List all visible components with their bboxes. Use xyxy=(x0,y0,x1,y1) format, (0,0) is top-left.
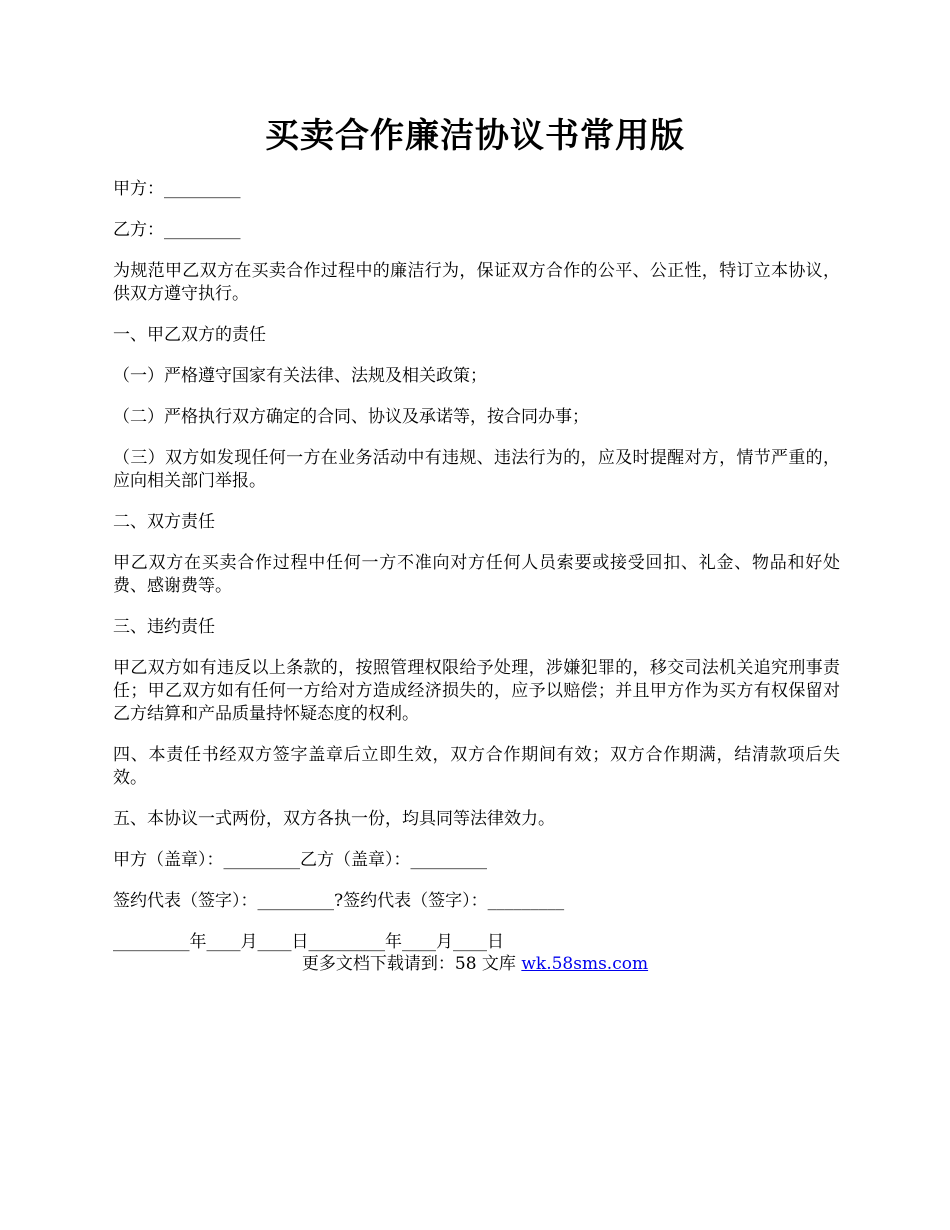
section-heading-1: 一、甲乙双方的责任 xyxy=(113,325,266,345)
clause-4: 四、本责任书经双方签字盖章后立即生效，双方合作期间有效；双方合作期满，结清款项后失效。 xyxy=(113,745,840,788)
footer-prefix: 更多文档下载请到：58 文库 xyxy=(301,954,522,974)
document-body xyxy=(113,178,840,972)
document-title: 买卖合作廉洁协议书常用版 xyxy=(265,116,685,156)
section-heading-3: 三、违约责任 xyxy=(113,617,215,637)
section-heading-2: 二、双方责任 xyxy=(113,512,215,532)
party-a-line: 甲方：_________ xyxy=(113,179,241,199)
party-b-line: 乙方：_________ xyxy=(113,220,241,240)
clause-1-1: （一）严格遵守国家有关法律、法规及相关政策； xyxy=(113,366,487,386)
clause-1-2: （二）严格执行双方确定的合同、协议及承诺等，按合同办事； xyxy=(113,407,589,427)
clause-1-3: （三）双方如发现任何一方在业务活动中有违规、违法行为的，应及时提醒对方，情节严重的，应向相关部门举报。 xyxy=(113,448,840,491)
footer-link[interactable]: wk.58sms.com xyxy=(521,954,649,974)
seal-line: 甲方（盖章）：_________乙方（盖章）：_________ xyxy=(113,850,487,870)
signature-line: 签约代表（签字）：_________?签约代表（签字）：_________ xyxy=(113,891,565,911)
clause-5: 五、本协议一式两份，双方各执一份，均具同等法律效力。 xyxy=(113,809,555,829)
clause-3: 甲乙双方如有违反以上条款的，按照管理权限给予处理，涉嫌犯罪的，移交司法机关追究刑事责任；甲乙双方如有任何一方给对方造成经济损失的，应予以赔偿；并且甲方作为买方有权保留对乙方结算和产品质量持怀疑态度的权利。 xyxy=(113,658,840,724)
date-line: _________年____月____日_________年____月____日 xyxy=(113,932,504,952)
clause-2: 甲乙双方在买卖合作过程中任何一方不准向对方任何人员索要或接受回扣、礼金、物品和好处费、感谢费等。 xyxy=(113,553,840,596)
preamble-paragraph: 为规范甲乙双方在买卖合作过程中的廉洁行为，保证双方合作的公平、公正性，特订立本协议，供双方遵守执行。 xyxy=(113,261,840,304)
download-footer xyxy=(0,953,950,976)
